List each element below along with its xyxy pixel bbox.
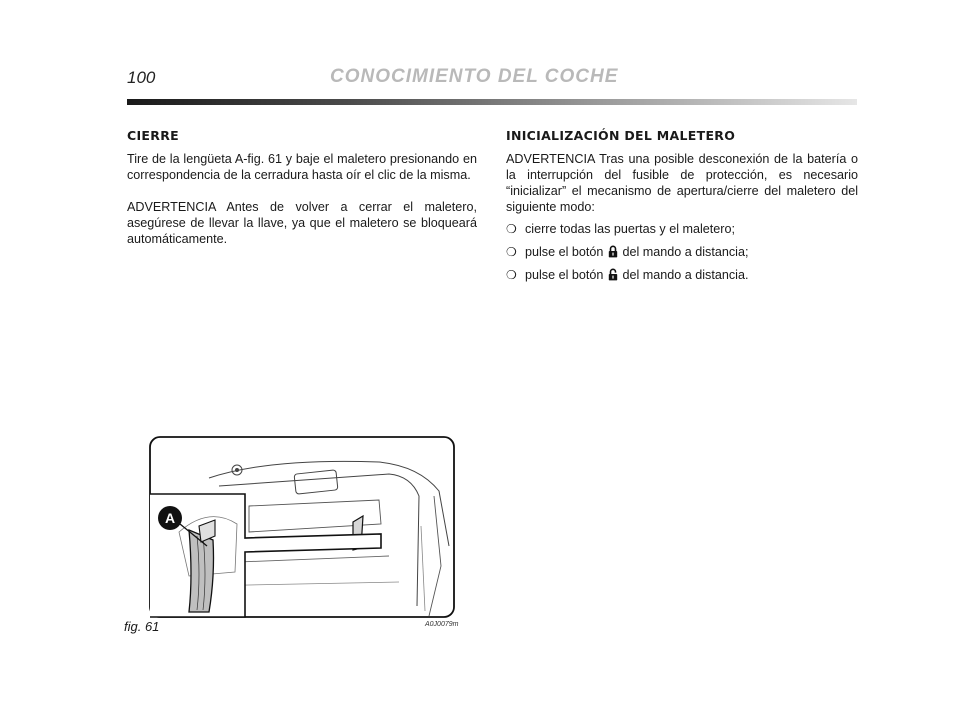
list-item: [506, 244, 858, 260]
bullet-icon: ❍: [506, 222, 517, 236]
section-heading-inicializacion: INICIALIZACIÓN DEL MALETERO: [506, 128, 736, 143]
list-item-text-before: pulse el botón: [525, 245, 604, 259]
bullet-icon: ❍: [506, 245, 517, 259]
lock-open-icon: [608, 268, 618, 281]
bullet-icon: ❍: [506, 268, 517, 282]
list-item-text-after: del mando a distancia;: [622, 245, 749, 259]
left-column: [127, 128, 477, 263]
figure-label: fig. 61: [124, 619, 160, 634]
lock-closed-icon: [608, 245, 618, 258]
warning-paragraph: ADVERTENCIA Tras una posible desconexión de la batería o la interrupción del fusible de protección, es necesario “inicializar” el mecanismo de apertura/cierre del maletero del siguiente modo:: [506, 152, 858, 214]
paragraph: Tire de la lengüeta A-fig. 61 y baje el maletero presionando en correspondencia de la cerradura hasta oír el clic de la misma.: [127, 152, 477, 182]
warning-paragraph: ADVERTENCIA Antes de volver a cerrar el maletero, asegúrese de llevar la llave, ya que el maletero se bloqueará automáticamente.: [127, 200, 477, 246]
figure-code: A0J0079m: [425, 621, 459, 628]
list-item-text-after: del mando a distancia.: [622, 268, 749, 282]
list-item: [506, 221, 858, 237]
list-item-text: cierre todas las puertas y el maletero;: [525, 222, 735, 236]
trunk-illustration: [149, 436, 455, 618]
right-column: [506, 128, 858, 290]
page-number: 100: [127, 68, 156, 87]
step-list: [506, 221, 858, 283]
list-item-text-before: pulse el botón: [525, 268, 604, 282]
header-rule: [127, 99, 857, 105]
callout-a-label: A: [164, 510, 176, 526]
section-heading-cierre: CIERRE: [127, 128, 179, 143]
running-title: CONOCIMIENTO DEL COCHE: [330, 66, 619, 87]
list-item: [506, 267, 858, 283]
